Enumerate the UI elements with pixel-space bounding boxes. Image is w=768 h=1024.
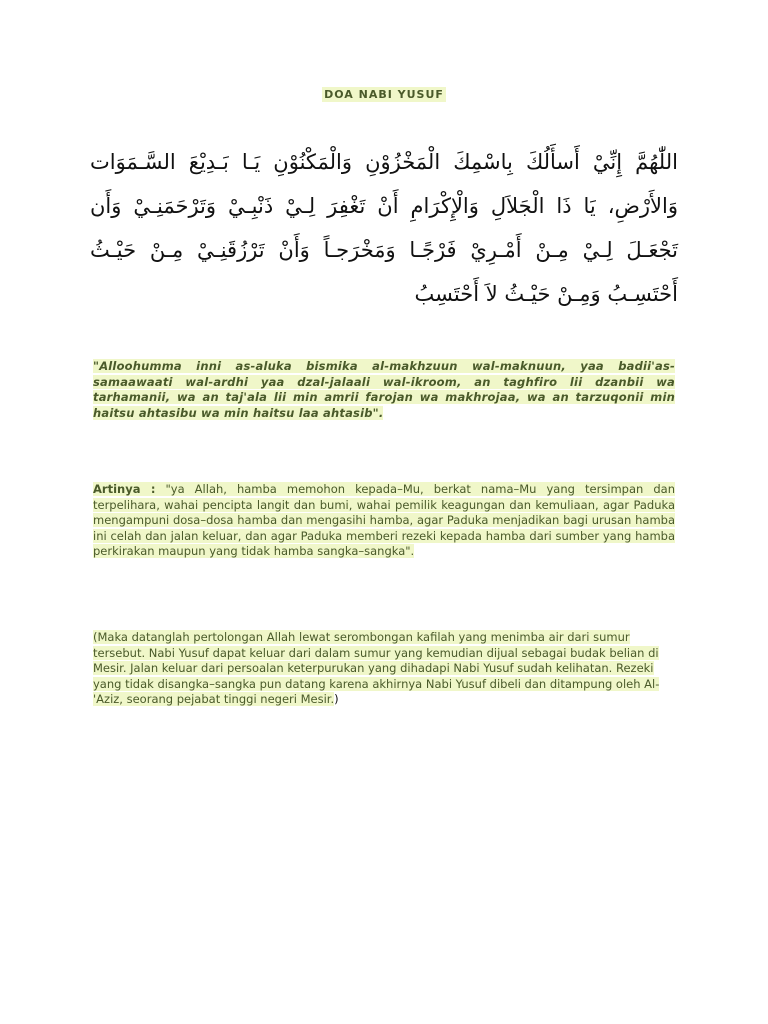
translation-text: "ya Allah, hamba memohon kepada–Mu, berkat nama–Mu yang tersimpan dan terpelihara, wahai pencipta langit dan bumi, wahai pemilik keagungan dan kemuliaan, agar Paduka mengampuni dosa–dosa hamba dan mengasihi hamba, agar Paduka menjadikan bagi urusan hamba ini celah dan jalan keluar, dan agar Paduka memberi rezeki kepada hamba dari sumber yang hamba perkirakan maupun yang tidak hamba sangka–sangka". (93, 482, 676, 559)
story-paragraph (93, 630, 675, 708)
story-closing-paren: ) (334, 692, 339, 707)
translation-label: Artinya : (93, 482, 156, 496)
page-title-text: DOA NABI YUSUF (324, 88, 444, 101)
transliteration-text: "Alloohumma inni as-aluka bismika al-makhzuun wal-maknuun, yaa badii'as-samaawaati wal-ardhi yaa dzal-jalaali wal-ikroom, an taghfiro lii dzanbii wa tarhamanii, wa an taj'ala lii min amrii farojan wa makhrojaa, wa an tarzuqonii min haitsu ahtasibu wa min haitsu laa ahtasib". (93, 359, 675, 420)
page-title (0, 88, 768, 101)
story-text: (Maka datanglah pertolongan Allah lewat serombongan kafilah yang menimba air dari sumur tersebut. Nabi Yusuf dapat keluar dari dalam sumur yang kemudian dijual sebagai budak belian di Mesir. Jalan keluar dari persoalan keterpurukan yang dihadapi Nabi Yusuf sudah kelihatan. Rezeki yang tidak disangka–sangka pun datang karena akhirnya Nabi Yusuf dibeli dan ditampung oleh Al-'Aziz, seorang pejabat tinggi negeri Mesir. (93, 630, 660, 707)
transliteration-paragraph (93, 359, 675, 421)
arabic-prayer-text: اللّٰهُمَّ إِنِّيْ أَسأَلُكَ بِاسْمِكَ الْمَخْزُوْنِ وَالْمَكْنُوْنِ يَـا بَـدِيْعَ السَّـمَوَات وَالأَرْضِ، يَا ذَا الْجَلاَلِ وَالْإِكْرَامِ أَنْ تَغْفِرَ لِـيْ ذَنْبِـيْ وَتَرْحَمَنِـيْ وَأَن تَجْعَـلَ لِـيْ مِـنْ أَمْـرِيْ فَرْجًـا وَمَخْرَجـاً وَأَنْ تَرْزُقَنِـيْ مِـنْ حَيْـثُ أَحْتَسِـبُ وَمِـنْ حَيْـثُ لاَ أَحْتَسِبُ (90, 150, 678, 306)
translation-paragraph (93, 482, 675, 560)
